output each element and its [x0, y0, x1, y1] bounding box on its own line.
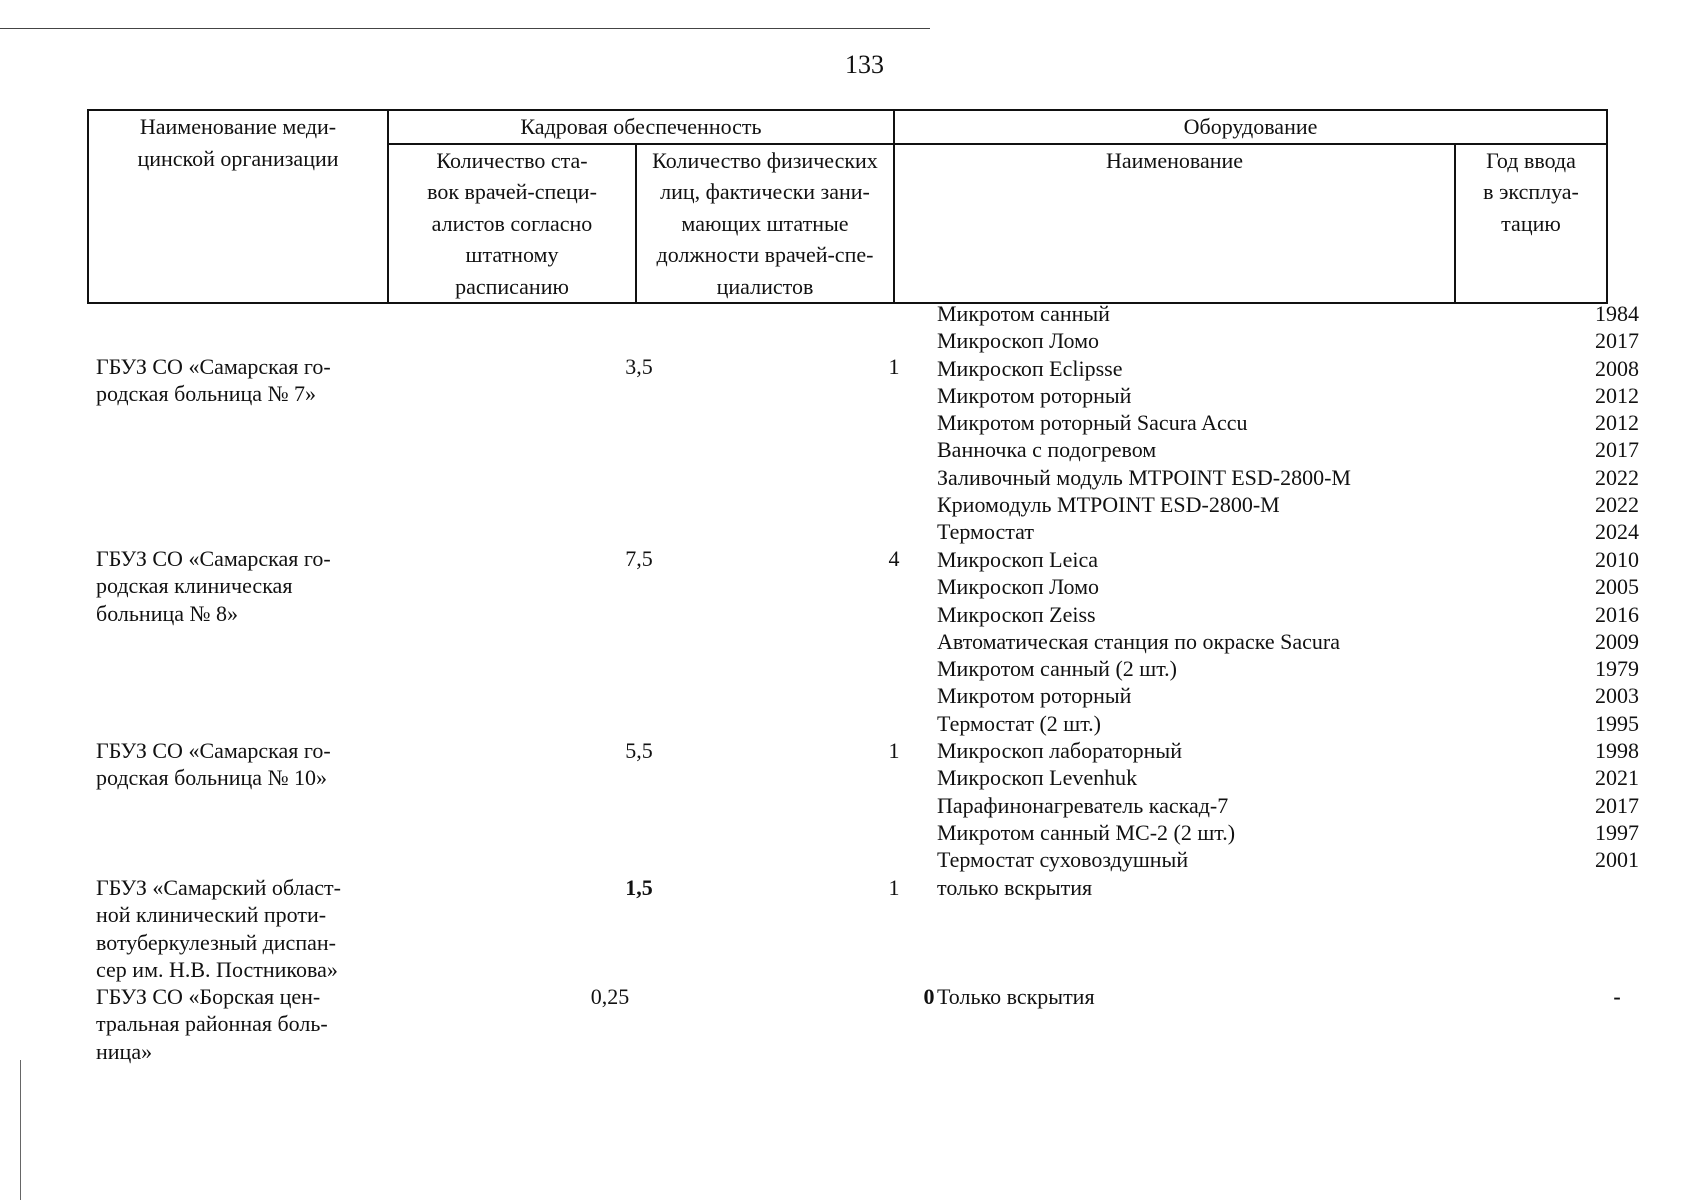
equipment-name: Автоматическая станция по окраске Sacura: [937, 628, 1340, 654]
table-row-positions: 5,5: [625, 738, 653, 763]
equipment-year: 2017: [1595, 328, 1639, 354]
equipment-name: Ванночка с подогревом: [937, 437, 1157, 463]
equipment-year: 1984: [1595, 301, 1639, 326]
equipment-name: Микротом роторный Sacura Accu: [937, 410, 1248, 436]
equipment-name: Термостат суховоздушный: [937, 847, 1189, 873]
equipment-year: 2016: [1595, 601, 1639, 627]
equipment-years: [1552, 546, 1682, 737]
header-equipment: Оборудование: [894, 110, 1607, 144]
equipment-year: 1997: [1595, 819, 1639, 845]
equipment-year: 1979: [1595, 656, 1639, 682]
table-row-persons: 1: [888, 354, 900, 379]
equipment-year: 2005: [1595, 574, 1639, 600]
equipment-year: 2017: [1595, 437, 1639, 463]
equipment-year: -: [1613, 984, 1621, 1009]
equipment-name: Микротом санный МС-2 (2 шт.): [937, 819, 1236, 845]
equipment-list: [937, 546, 1577, 737]
equipment-name: только вскрытия: [937, 875, 1093, 900]
equipment-name: Микротом санный: [937, 301, 1110, 326]
table-row-org: ГБУЗ СО «Самарская го- родская больница № 10»: [96, 738, 331, 791]
equipment-name: Микротом роторный: [937, 683, 1132, 709]
table-row-positions: 3,5: [625, 354, 653, 379]
equipment-year: 2017: [1595, 792, 1639, 818]
table-row-org: ГБУЗ СО «Борская цен- тральная районная боль- ница»: [96, 984, 328, 1064]
header-equip-year: Год ввода в эксплуа- тацию: [1455, 144, 1607, 304]
equipment-year: 2012: [1595, 382, 1639, 408]
equipment-name: Микроскоп Eclipsse: [937, 355, 1123, 381]
equipment-name: Микроскоп Ломо: [937, 574, 1100, 600]
equipment-name: Микроскоп Leica: [937, 547, 1099, 572]
equipment-name: Криомодуль MTPOINT ESD-2800-M: [937, 492, 1280, 518]
table-body: [87, 300, 1667, 1080]
table-row-persons: 1: [888, 738, 900, 763]
scan-artifact-margin-line: [20, 1060, 21, 1200]
table-row-positions: 0,25: [590, 984, 630, 1009]
equipment-year: 2008: [1595, 355, 1639, 381]
table-row-org: ГБУЗ «Самарский област- ной клинический проти- вотуберкулезный диспан- сер им. Н.В. Постникова»: [96, 875, 341, 982]
equipment-year: 2012: [1595, 410, 1639, 436]
table-row-persons: 1: [888, 875, 900, 900]
table-header: [87, 109, 1608, 304]
equipment-name: Микроскоп Levenhuk: [937, 765, 1138, 791]
equipment-list: [937, 737, 1577, 873]
equipment-name: Парафинонагреватель каскад-7: [937, 792, 1229, 818]
equipment-name: Только вскрытия: [937, 984, 1095, 1009]
equipment-name: Микротом санный (2 шт.): [937, 656, 1178, 682]
equipment-year: 2021: [1595, 765, 1639, 791]
equipment-name: Термостат: [937, 519, 1034, 545]
table-row-positions: 1,5: [625, 875, 653, 900]
header-org-name: Наименование меди- цинской организации: [88, 110, 388, 303]
equipment-name: Микротом роторный: [937, 382, 1132, 408]
equipment-name: Заливочный модуль MTPOINT ESD-2800-M: [937, 464, 1351, 490]
header-equip-name: Наименование: [894, 144, 1455, 304]
equipment-name: Микроскоп Zeiss: [937, 601, 1096, 627]
table-row-persons: 0: [923, 984, 935, 1009]
header-staffing: Кадровая обеспеченность: [388, 110, 894, 144]
equipment-name: Микроскоп лабораторный: [937, 738, 1182, 763]
equipment-years: [1552, 737, 1682, 873]
equipment-name: Термостат (2 шт.): [937, 710, 1102, 736]
table-row-persons: 4: [888, 546, 900, 571]
page-number: 133: [845, 50, 884, 79]
header-staff-positions: Количество ста- вок врачей-специ- алистов согласно штатному расписанию: [388, 144, 636, 304]
equipment-year: 2001: [1595, 847, 1639, 873]
equipment-years: [1552, 300, 1682, 546]
equipment-year: 2024: [1595, 519, 1639, 545]
equipment-list: [937, 300, 1577, 546]
table-row-org: ГБУЗ СО «Самарская го- родская больница № 7»: [96, 354, 331, 407]
equipment-year: 2010: [1595, 547, 1639, 572]
table-row-org: ГБУЗ СО «Самарская го- родская клиническая больница № 8»: [96, 546, 331, 626]
equipment-name: Микроскоп Ломо: [937, 328, 1100, 354]
scan-artifact-line: [0, 28, 930, 29]
equipment-year: 2003: [1595, 683, 1639, 709]
table-row-positions: 7,5: [625, 546, 653, 571]
equipment-year: 2022: [1595, 492, 1639, 518]
equipment-year: 1995: [1595, 710, 1639, 736]
equipment-year: 1998: [1595, 738, 1639, 763]
header-staff-persons: Количество физических лиц, фактически зани- мающих штатные должности врачей-спе- циалистов: [636, 144, 894, 304]
equipment-year: 2022: [1595, 464, 1639, 490]
equipment-year: 2009: [1595, 628, 1639, 654]
